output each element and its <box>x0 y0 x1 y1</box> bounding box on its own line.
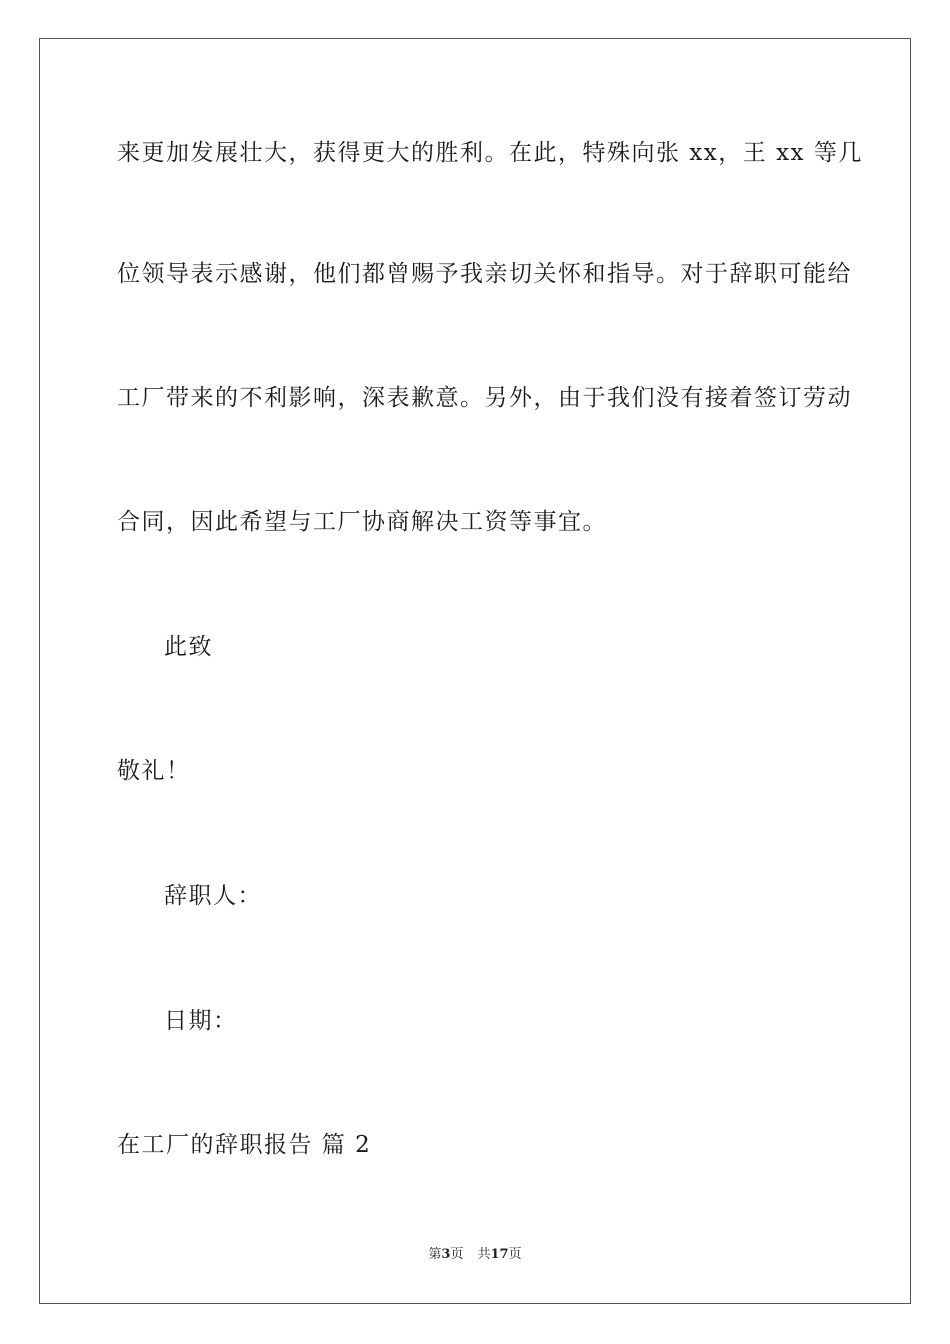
page-frame <box>39 38 911 1304</box>
footer-page-total: 17 <box>490 1247 509 1262</box>
body-line-3: 工厂带来的不利影响，深表歉意。另外，由于我们没有接着签订劳动 <box>117 385 852 411</box>
regards: 敬礼！ <box>117 758 191 784</box>
signer-label: 辞职人： <box>164 883 262 909</box>
footer-page-current: 3 <box>441 1247 451 1262</box>
salutation: 此致 <box>164 634 213 660</box>
page-footer <box>0 1246 950 1264</box>
body-line-2: 位领导表示感谢，他们都曾赐予我亲切关怀和指导。对于辞职可能给 <box>117 261 852 287</box>
footer-page-suffix: 页 <box>450 1247 464 1262</box>
footer-total-suffix: 页 <box>508 1247 522 1262</box>
footer-total-prefix: 共 <box>477 1247 491 1262</box>
date-label: 日期： <box>164 1008 238 1034</box>
body-line-1: 来更加发展壮大，获得更大的胜利。在此，特殊向张 xx，王 xx 等几 <box>117 140 863 166</box>
next-section-title: 在工厂的辞职报告 篇 2 <box>117 1132 372 1158</box>
body-line-4: 合同，因此希望与工厂协商解决工资等事宜。 <box>117 509 607 535</box>
footer-page-prefix: 第 <box>428 1247 442 1262</box>
